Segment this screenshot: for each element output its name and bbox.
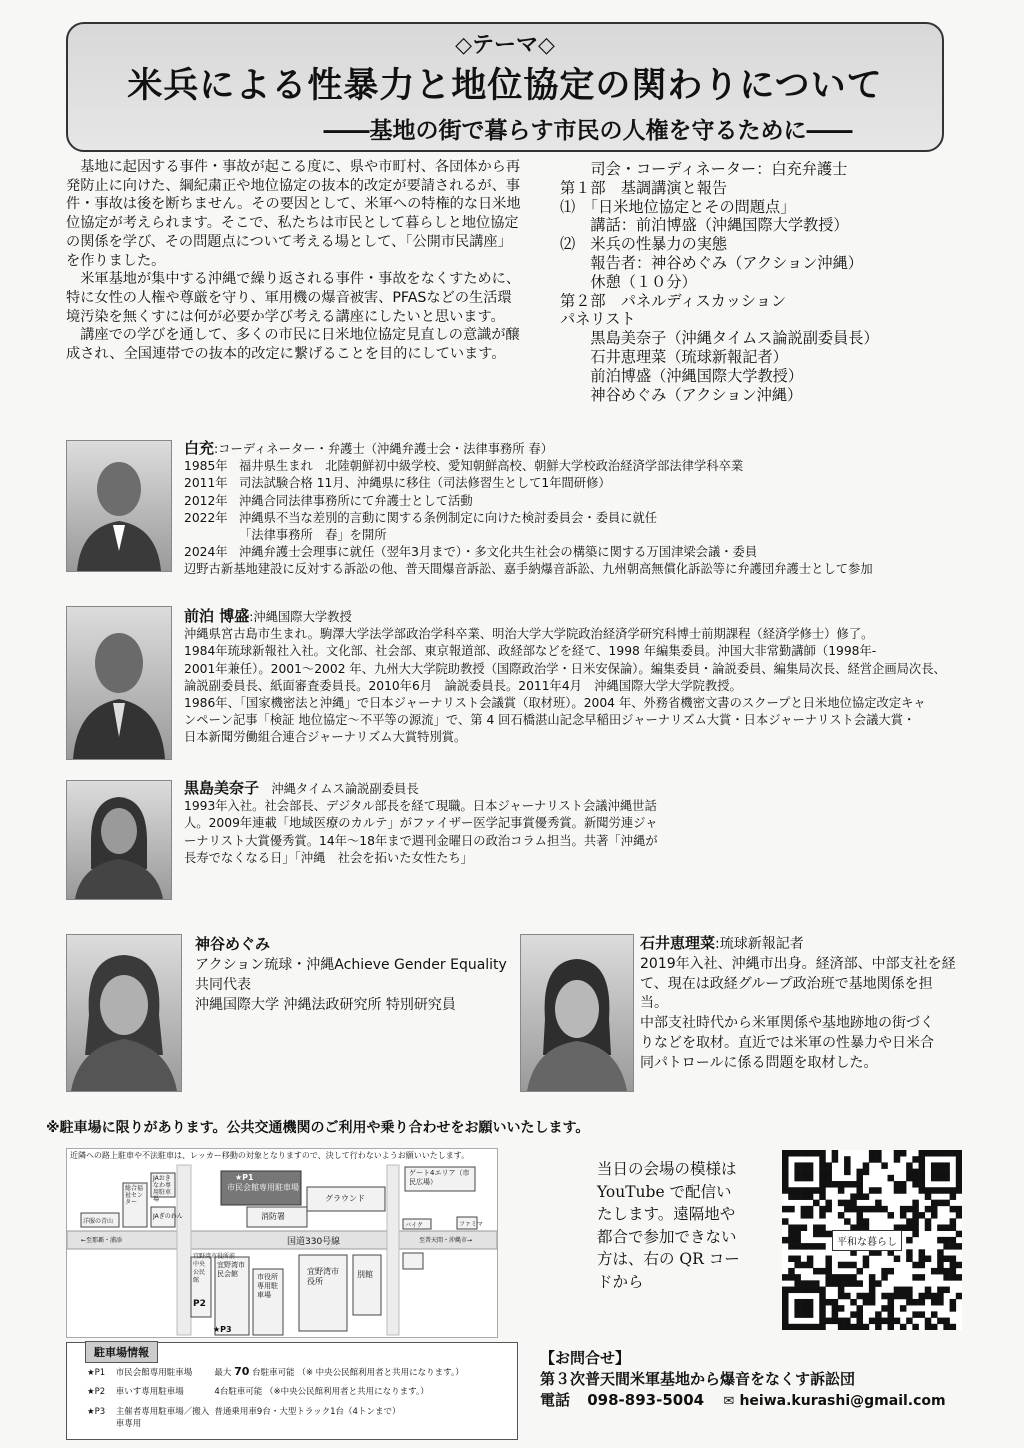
youtube-notice bbox=[597, 1158, 797, 1293]
parking-unit: 4台駐車可能 bbox=[214, 1387, 263, 1397]
map-label-ja: JAぎのわん bbox=[153, 1213, 183, 1220]
bio-text: 沖縄弁護士会理事に就任（翌年3月まで）・多文化共生社会の構築に関する万国津梁会議・委員 bbox=[239, 545, 758, 560]
speaker-name: 黒島美奈子 bbox=[184, 779, 260, 797]
bio-text: 人。2009年連載「地域医療のカルテ」がファイザー医学記事賞優秀賞。新聞労連ジャ bbox=[184, 816, 658, 831]
program-line: 司会・コーディネーター：白充弁護士 bbox=[560, 160, 848, 178]
program-line: 休憩（１０分） bbox=[560, 272, 697, 291]
speaker-name: 神谷めぐみ bbox=[195, 935, 271, 953]
intro-text bbox=[66, 158, 524, 364]
bio-year: 2011年 bbox=[184, 476, 228, 491]
map-label-bike: バイク bbox=[405, 1222, 423, 1229]
page-subtitle: ――基地の街で暮らす市民の人権を守るために―― bbox=[323, 118, 853, 144]
youtube-line: YouTube で配信い bbox=[597, 1182, 732, 1201]
bio-text: りなどを取材。直近では米軍の性暴力や日米合 bbox=[640, 1034, 934, 1051]
bio-year: 2024年 bbox=[184, 545, 228, 560]
speaker-role: :コーディネーター・弁護士（沖縄弁護士会・法律事務所 春） bbox=[214, 442, 554, 456]
map-label-route: 国道330号線 bbox=[287, 1237, 341, 1247]
bio-text: アクション琉球・沖縄Achieve Gender Equality bbox=[195, 957, 507, 973]
speaker-role: :沖縄国際大学教授 bbox=[249, 610, 352, 624]
bio-year: 2022年 bbox=[184, 510, 228, 525]
program-line: 神谷めぐみ（アクション沖縄） bbox=[560, 385, 803, 404]
speaker-bio-baek bbox=[184, 440, 984, 579]
parking-name: 車いす専用駐車場 bbox=[115, 1387, 184, 1397]
map-label-p1: ★P1 bbox=[235, 1173, 254, 1182]
youtube-line: 都合で参加できない bbox=[597, 1227, 737, 1246]
bio-text: 論説副委員長、紙面審査委員長。2010年6月 論説委員長。2011年4月 沖縄国際大学大学院教授。 bbox=[184, 678, 742, 693]
parking-row bbox=[87, 1385, 507, 1405]
map-label-city-hall-parking: 市役所専用駐車場 bbox=[257, 1273, 278, 1299]
bio-text: ーナリスト大賞優秀賞。14年～18年まで週刊金曜日の政治コラム担当。共著「沖縄が bbox=[184, 833, 658, 848]
bio-text: 共同代表 bbox=[195, 977, 251, 993]
bio-text: 中部支社時代から米軍関係や基地跡地の街づく bbox=[640, 1015, 934, 1032]
speaker-bio-kamiya bbox=[195, 934, 515, 1015]
bio-text: 福井県生まれ 北陸朝鮮初中級学校、愛知朝鮮高校、朝鮮大学校政治経済学部法律学科卒業 bbox=[239, 459, 744, 474]
program-line: パネリスト bbox=[560, 310, 636, 329]
program-line: ⑴ 「日米地位協定とその問題点」 bbox=[560, 197, 796, 216]
bio-text: 沖縄県宮古島市生まれ。駒澤大学法学部政治学科卒業、明治大学大学院政治経済学研究科博士前期課程（経済学修士）修了。 bbox=[184, 627, 874, 642]
map-label-p3: ★P3 bbox=[213, 1325, 232, 1334]
speaker-photo-baek bbox=[66, 440, 172, 572]
tel-label: 電話 bbox=[540, 1391, 571, 1409]
youtube-line: たします。遠隔地や bbox=[597, 1205, 736, 1223]
parking-number: 70 bbox=[234, 1365, 250, 1378]
contact-info bbox=[540, 1348, 980, 1412]
mail-icon: ✉ bbox=[723, 1394, 735, 1409]
venue-map bbox=[66, 1148, 498, 1338]
speaker-photo-maedomari bbox=[66, 606, 172, 760]
bio-text: 司法試験合格 11月、沖縄県に移住（司法修習生として1年間研修） bbox=[239, 476, 611, 491]
speaker-bio-kuroshima bbox=[184, 780, 664, 867]
map-label-store: ファミマ bbox=[459, 1221, 483, 1228]
map-label-ground: グラウンド bbox=[325, 1194, 365, 1203]
intro-paragraph: 基地に起因する事件・事故が起こる度に、県や市町村、各団体から再発防止に向けた、綱紀粛正や地位協定の抜本的改定が要請されるが、事件・事故は後を断ちません。その要因として、米軍への特権的な日米地位協定が考えられます。そこで、私たちは市民として暮らしと地位協定の関係を学び、その問題点について考える場として、「公開市民講座」を作りました。 bbox=[66, 159, 521, 269]
speaker-role: :琉球新報記者 bbox=[715, 936, 804, 952]
parking-name: 市民会館専用駐車場 bbox=[115, 1368, 193, 1378]
program-schedule bbox=[560, 160, 980, 404]
tel-number[interactable]: 098-893-5004 bbox=[587, 1391, 705, 1409]
map-label-civic-hall: 宜野湾市民会館 bbox=[217, 1261, 245, 1278]
bio-text: 2019年入社、沖縄市出身。経済部、中部支社を経 bbox=[640, 955, 956, 972]
map-label-welfare-center: 総合福祉センター bbox=[125, 1185, 144, 1206]
map-label-city-hall: 宜野湾市役所 bbox=[307, 1267, 339, 1286]
theme-label: ◇テーマ◇ bbox=[455, 33, 555, 58]
email-link[interactable]: heiwa.kurashi@gmail.com bbox=[739, 1393, 946, 1409]
bio-text: 日本新聞労働組合連合ジャーナリズム大賞特別賞。 bbox=[184, 730, 467, 745]
program-line: 報告者：神谷めぐみ（アクション沖縄） bbox=[560, 253, 863, 272]
bio-text: 長寿でなくなる日」「沖縄 社会を拓いた女性たち」 bbox=[184, 850, 473, 865]
youtube-line: 当日の会場の模様は bbox=[597, 1160, 737, 1178]
bio-text: 2001年兼任）。2001～2002 年、九州大大学院助教授（国際政治学・日米安保論）。編集委員・論説委員、編集局次長、経営企画局次長、 bbox=[184, 661, 946, 676]
parking-note: （※ 中央公民館利用者と共用になります。） bbox=[297, 1368, 464, 1378]
map-label-p2: P2 bbox=[193, 1299, 206, 1309]
intro-paragraph: 講座での学びを通して、多くの市民に日米地位協定見直しの意識が醸成され、全国連帯での抜本的改定に繋げることを目的にしています。 bbox=[66, 327, 520, 363]
qr-caption: 平和な暮らし bbox=[832, 1230, 902, 1251]
parking-unit: 台駐車可能 bbox=[252, 1368, 295, 1378]
contact-org: 第３次普天間米軍基地から爆音をなくす訴訟団 bbox=[540, 1370, 856, 1388]
map-label-to-east: 至普天間・沖縄市→ bbox=[419, 1237, 473, 1244]
parking-name: 主催者専用駐車場／搬入車専用 bbox=[115, 1407, 210, 1429]
map-label-shop: 洋服の青山 bbox=[83, 1218, 114, 1225]
map-label-bus-stop: 宜野湾市役所前 bbox=[193, 1253, 236, 1260]
contact-heading: 【お問合せ】 bbox=[540, 1349, 631, 1367]
bio-text: 当。 bbox=[640, 995, 668, 1012]
parking-row bbox=[87, 1365, 507, 1385]
bio-year: 1985年 bbox=[184, 459, 228, 474]
map-label-annex: 別館 bbox=[357, 1270, 373, 1279]
parking-info-rows bbox=[87, 1365, 507, 1429]
program-line: 黒島美奈子（沖縄タイムス論説副委員長） bbox=[560, 329, 879, 348]
program-line: 第２部 パネルディスカッション bbox=[560, 291, 787, 310]
parking-mark: ★P3 bbox=[87, 1407, 106, 1417]
parking-unit: 普通乗用車9台・大型トラック1台（4トンまで） bbox=[214, 1407, 401, 1417]
bio-text: 1993年入社。社会部長、デジタル部長を経て現職。日本ジャーナリスト会議沖縄世話 bbox=[184, 799, 657, 814]
speaker-name: 前泊 博盛 bbox=[184, 607, 250, 625]
map-note: 近隣への路上駐車や不法駐車は、レッカー移動の対象となりますので、決して行わないようお願いいたします。 bbox=[70, 1151, 470, 1160]
youtube-qr-code[interactable] bbox=[782, 1150, 962, 1330]
parking-mark: ★P1 bbox=[87, 1368, 106, 1378]
program-line: 第１部 基調講演と報告 bbox=[560, 178, 728, 197]
bio-text: 同パトロールに係る問題を取材した。 bbox=[640, 1054, 878, 1071]
map-label-p1-name: 市民会館専用駐車場 bbox=[227, 1183, 299, 1192]
speaker-bio-ishii bbox=[640, 934, 985, 1074]
program-line: 石井恵理菜（琉球新報記者） bbox=[560, 347, 788, 366]
speaker-photo-kamiya bbox=[66, 934, 182, 1092]
parking-info-title: 駐車場情報 bbox=[85, 1341, 158, 1363]
map-label-gate4: ゲート4エリア（市民広場） bbox=[409, 1169, 470, 1186]
parking-info-box bbox=[66, 1342, 518, 1440]
page-title: 米兵による性暴力と地位協定の関わりについて bbox=[127, 66, 883, 106]
map-label-community: 中央公民館 bbox=[193, 1261, 206, 1284]
youtube-line: 方は、右の QR コー bbox=[597, 1250, 740, 1268]
map-label-fire-station: 消防署 bbox=[261, 1212, 285, 1221]
parking-row bbox=[87, 1405, 507, 1429]
theme-banner bbox=[66, 22, 944, 152]
bio-year: 2012年 bbox=[184, 493, 228, 508]
parking-mark: ★P2 bbox=[87, 1387, 106, 1397]
speaker-bio-maedomari bbox=[184, 608, 1004, 747]
bio-text: ンペーン記事「検証 地位協定～不平等の源流」で、第 4 回石橋湛山記念早稲田ジャーナリズム大賞・日本ジャーナリスト会議大賞・ bbox=[184, 713, 916, 728]
program-line: 講話：前泊博盛（沖縄国際大学教授） bbox=[560, 216, 849, 235]
bio-text: 辺野古新基地建設に反対する訴訟の他、普天間爆音訴訟、嘉手納爆音訴訟、九州朝高無償化訴訟等に弁護団弁護士として参加 bbox=[184, 562, 873, 577]
parking-note: （※中央公民館利用者と共用になります。） bbox=[265, 1387, 429, 1397]
speaker-photo-ishii bbox=[520, 934, 634, 1092]
parking-cap: 最大 bbox=[214, 1368, 232, 1378]
program-line: 前泊博盛（沖縄国際大学教授） bbox=[560, 366, 803, 385]
bio-text: 「法律事務所 春」を開所 bbox=[239, 528, 387, 543]
bio-text: 1984年琉球新報社入社。文化部、社会部、東京報道部、政経部などを経て、1998 年編集委員。沖国大非常勤講師（1998年- bbox=[184, 644, 877, 659]
map-label-to-west: ←至那覇・浦添 bbox=[81, 1237, 123, 1244]
speaker-name: 石井恵理菜 bbox=[640, 934, 716, 952]
speaker-name: 白充 bbox=[184, 439, 215, 457]
parking-notice: ※駐車場に限りがあります。公共交通機関のご利用や乗り合わせをお願いいたします。 bbox=[46, 1120, 590, 1136]
intro-paragraph: 米軍基地が集中する沖縄で繰り返される事件・事故をなくすために、特に女性の人権や尊厳を守り、軍用機の爆音被害、PFASなどの生活環境汚染を無くすには何が必要か学び考える講座にしたいと思います。 bbox=[66, 271, 521, 325]
bio-text: 1986年、「国家機密法と沖縄」で日本ジャーナリスト会議賞（取材班）。2004 年、外務省機密文書のスクープと日米地位協定改定キャ bbox=[184, 696, 926, 711]
program-line: ⑵ 米兵の性暴力の実態 bbox=[560, 235, 728, 254]
map-label-ja-parking: JAおきなわ専用駐車場 bbox=[153, 1175, 172, 1203]
bio-text: て、現在は政経グループ政治班で基地関係を担 bbox=[640, 975, 933, 992]
bio-text: 沖縄県不当な差別的言動に関する条例制定に向けた検討委員会・委員に就任 bbox=[239, 510, 658, 525]
bio-text: 沖縄国際大学 沖縄法政研究所 特別研究員 bbox=[195, 997, 456, 1013]
bio-text: 沖縄合同法律事務所にて弁護士として活動 bbox=[239, 493, 473, 508]
speaker-role: 沖縄タイムス論説副委員長 bbox=[271, 782, 419, 796]
speaker-photo-kuroshima bbox=[66, 780, 172, 900]
youtube-line: ドから bbox=[597, 1272, 644, 1291]
